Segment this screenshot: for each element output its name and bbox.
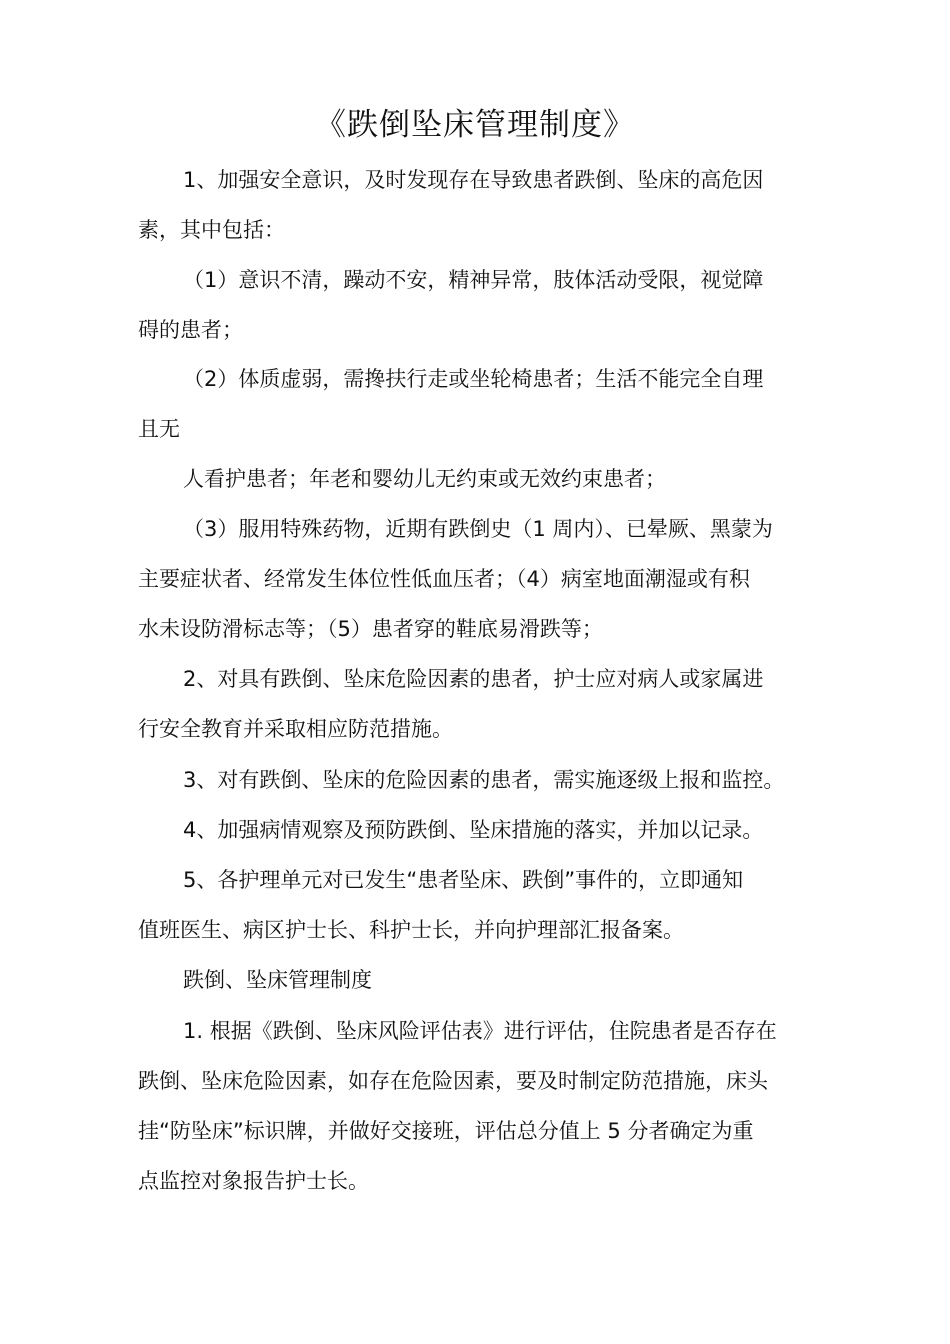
paragraph-line: 值班医生、病区护士长、科护士长，并向护理部汇报备案。 xyxy=(138,918,684,942)
document-title: 《跌倒坠床管理制度》 xyxy=(315,107,635,143)
paragraph-line: 1. 根据《跌倒、坠床风险评估表》进行评估，住院患者是否存在 xyxy=(183,1019,777,1043)
paragraph-line: （2）体质虚弱，需搀扶行走或坐轮椅患者；生活不能完全自理 xyxy=(183,367,764,391)
paragraph-line: （3）服用特殊药物，近期有跌倒史（1 周内）、已晕厥、黑蒙为 xyxy=(183,517,773,541)
paragraph-line: 4、加强病情观察及预防跌倒、坠床措施的落实，并加以记录。 xyxy=(183,818,764,842)
paragraph-line: 素，其中包括： xyxy=(138,218,285,242)
paragraph-line: 主要症状者、经常发生体位性低血压者；（4）病室地面潮湿或有积 xyxy=(138,567,750,591)
paragraph-line: 碍的患者； xyxy=(138,318,243,342)
paragraph-line: 5、各护理单元对已发生“患者坠床、跌倒”事件的，立即通知 xyxy=(183,868,744,892)
paragraph-line: （1）意识不清，躁动不安，精神异常，肢体活动受限，视觉障 xyxy=(183,268,764,292)
paragraph-line: 1、加强安全意识，及时发现存在导致患者跌倒、坠床的高危因 xyxy=(183,168,764,192)
paragraph-line: 水未设防滑标志等；（5）患者穿的鞋底易滑跌等； xyxy=(138,617,603,641)
paragraph-line: 2、对具有跌倒、坠床危险因素的患者，护士应对病人或家属进 xyxy=(183,667,764,691)
paragraph-line: 3、对有跌倒、坠床的危险因素的患者，需实施逐级上报和监控。 xyxy=(183,768,785,792)
paragraph-line: 挂“防坠床”标识牌，并做好交接班，评估总分值上 5 分者确定为重 xyxy=(138,1119,754,1143)
paragraph-line: 跌倒、坠床危险因素，如存在危险因素，要及时制定防范措施，床头 xyxy=(138,1069,768,1093)
paragraph-line: 点监控对象报告护士长。 xyxy=(138,1169,369,1193)
section-heading: 跌倒、坠床管理制度 xyxy=(183,968,372,992)
paragraph-line: 人看护患者；年老和婴幼儿无约束或无效约束患者； xyxy=(183,467,666,491)
paragraph-line: 且无 xyxy=(138,417,180,441)
paragraph-line: 行安全教育并采取相应防范措施。 xyxy=(138,717,453,741)
